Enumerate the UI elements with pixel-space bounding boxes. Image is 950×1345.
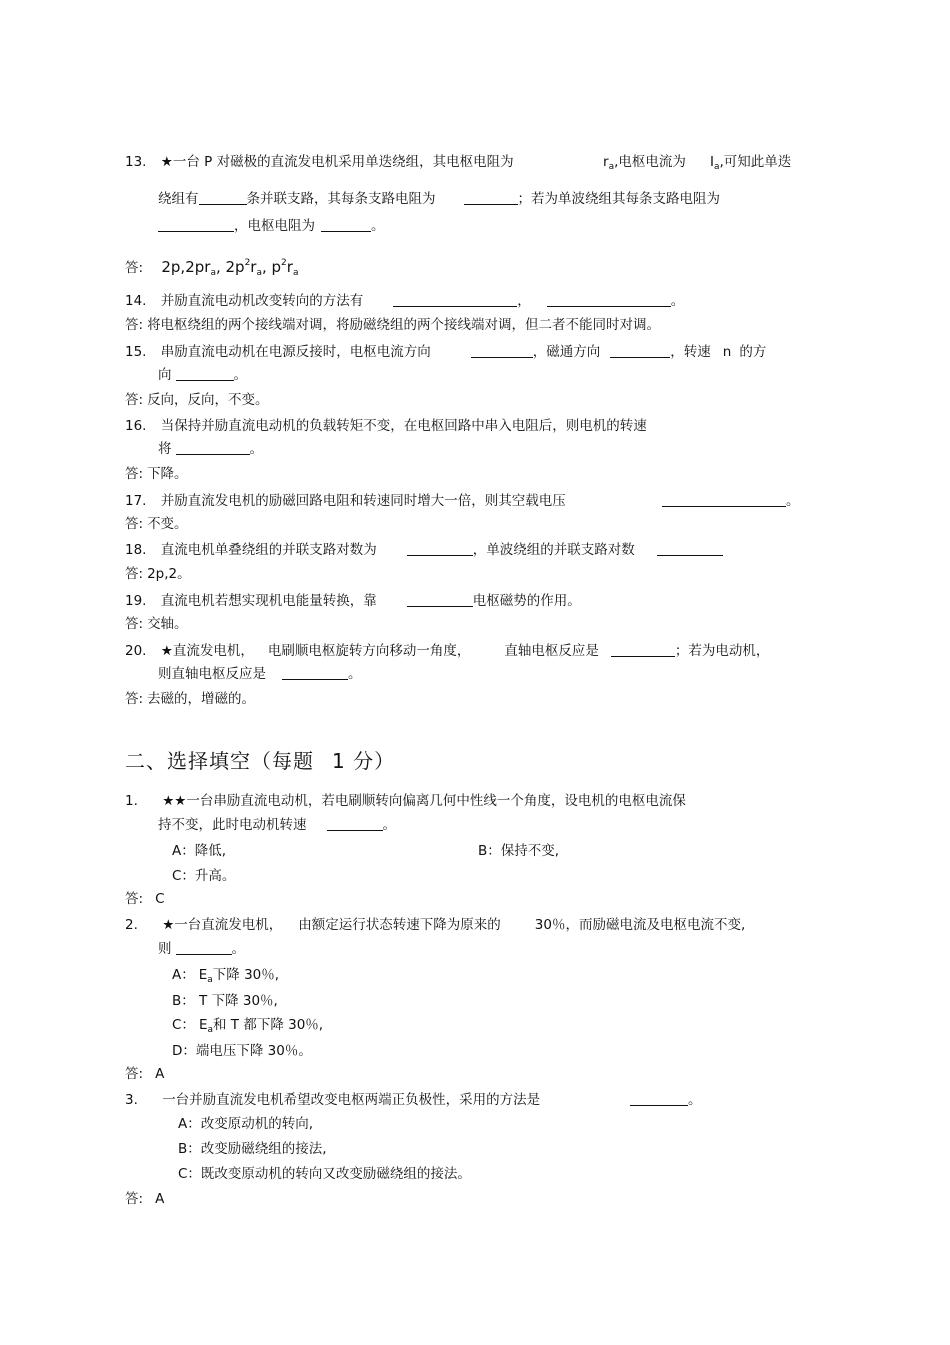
fill-blank: [407, 541, 473, 556]
q15-answer: 答: 反向，反向，不变。: [125, 392, 269, 408]
fill-blank: [327, 816, 383, 831]
c2-option-d: D：端电压下降 30％。: [172, 1043, 312, 1059]
c1-answer: 答: C: [125, 891, 165, 907]
fill-blank: [657, 541, 723, 556]
fill-blank: [662, 492, 786, 507]
c3-answer: 答: A: [125, 1191, 165, 1207]
fill-blank: [630, 1091, 688, 1106]
fill-blank: [176, 366, 234, 381]
q13-ia: $I_a$,可知此单迭: [710, 154, 792, 172]
c2-option-c: C： $E_a$和 T 都下降 30％,: [172, 1017, 324, 1035]
q19-line: 19. 直流电机若想实现机电能量转换，靠 电枢磁势的作用。: [125, 593, 581, 609]
c2-line2: 则 。: [158, 941, 245, 957]
q13-line1: [125, 153, 514, 171]
q13-answer: 答: $2p,2pr_a$, $2p^2r_a$, $p^2r_a$: [125, 258, 299, 278]
q13-ra: $r_a$,电枢电流为: [603, 154, 686, 172]
c2-option-a: A： $E_a$下降 30％,: [172, 967, 280, 985]
c2-option-b: B： T 下降 30％,: [172, 993, 278, 1009]
question-text: ★一台 P 对磁极的直流发电机采用单迭绕组，其电枢电阻为: [160, 154, 514, 170]
fill-blank: [282, 665, 348, 680]
c3-line: 3. 一台并励直流发电机希望改变电枢两端正负极性，采用的方法是: [125, 1092, 541, 1108]
fill-blank: [471, 343, 533, 358]
fill-blank: [547, 292, 671, 307]
c2-answer: 答: A: [125, 1066, 165, 1082]
q19-answer: 答: 交轴。: [125, 616, 188, 632]
fill-blank: [158, 217, 234, 232]
q13-line2: 绕组有 条并联支路，其每条支路电阻为 ；若为单波绕组其每条支路电阻为: [158, 191, 720, 207]
question-number: 13.: [125, 154, 147, 170]
fill-blank: [464, 190, 518, 205]
fill-blank: [393, 292, 517, 307]
q18-line: 18. 直流电机单叠绕组的并联支路对数为 ，单波绕组的并联支路对数: [125, 541, 723, 559]
q14-line: 14. 并励直流电动机改变转向的方法有 ， 。: [125, 293, 685, 309]
q20-line2: 则直轴电枢反应是 。: [158, 666, 362, 682]
section-heading: 二、选择填空（每题 1 分）: [125, 749, 396, 773]
q13-line3: ，电枢电阻为 。: [158, 217, 385, 235]
fill-blank: [176, 940, 232, 955]
fill-blank: [321, 217, 371, 232]
c3-blank: 。: [630, 1091, 702, 1109]
c1-option-c: C：升高。: [172, 868, 236, 884]
q14-answer: 答: 将电枢绕组的两个接线端对调，将励磁绕组的两个接线端对调，但二者不能同时对调。: [125, 317, 661, 333]
q18-answer: 答: 2p,2。: [125, 566, 191, 582]
fill-blank: [407, 592, 473, 607]
c2-line1: 2. ★一台直流发电机， 由额定运行状态转速下降为原来的 30％，而励磁电流及电枢电流不变,: [125, 917, 746, 933]
q17-answer: 答: 不变。: [125, 516, 188, 532]
fill-blank: [176, 440, 250, 455]
c1-option-b: B：保持不变,: [478, 843, 560, 859]
q15-line1: 15. 串励直流电动机在电源反接时，电枢电流方向 ，磁通方向 ，转速 n 的方: [125, 344, 767, 360]
q16-answer: 答: 下降。: [125, 466, 188, 482]
q20-line1: 20. ★直流发电机， 电刷顺电枢旋转方向移动一角度， 直轴电枢反应是 ；若为电动机，: [125, 643, 770, 659]
c3-option-b: B：改变励磁绕组的接法,: [178, 1141, 327, 1157]
answer-label: 答:: [125, 260, 144, 276]
q16-line2: 将 。: [158, 441, 263, 457]
c1-option-a: A：降低,: [172, 843, 227, 859]
c3-option-c: C：既改变原动机的转向又改变励磁绕组的接法。: [178, 1166, 471, 1182]
c1-line1: 1. ★★一台串励直流电动机，若电刷顺转向偏离几何中性线一个角度，设电机的电枢电流保: [125, 793, 686, 809]
fill-blank: [611, 642, 675, 657]
q16-line1: 16. 当保持并励直流电动机的负载转矩不变，在电枢回路中串入电阻后，则电机的转速: [125, 418, 647, 434]
q17-line: 17. 并励直流发电机的励磁回路电阻和转速同时增大一倍，则其空载电压: [125, 493, 566, 509]
c3-option-a: A：改变原动机的转向,: [178, 1116, 314, 1132]
q17-blank: 。: [662, 492, 800, 510]
fill-blank: [199, 190, 247, 205]
q15-line2: 向 。: [158, 367, 247, 383]
q20-answer: 答: 去磁的，增磁的。: [125, 691, 256, 707]
c1-line2: 持不变，此时电动机转速 。: [158, 817, 396, 833]
fill-blank: [610, 343, 670, 358]
